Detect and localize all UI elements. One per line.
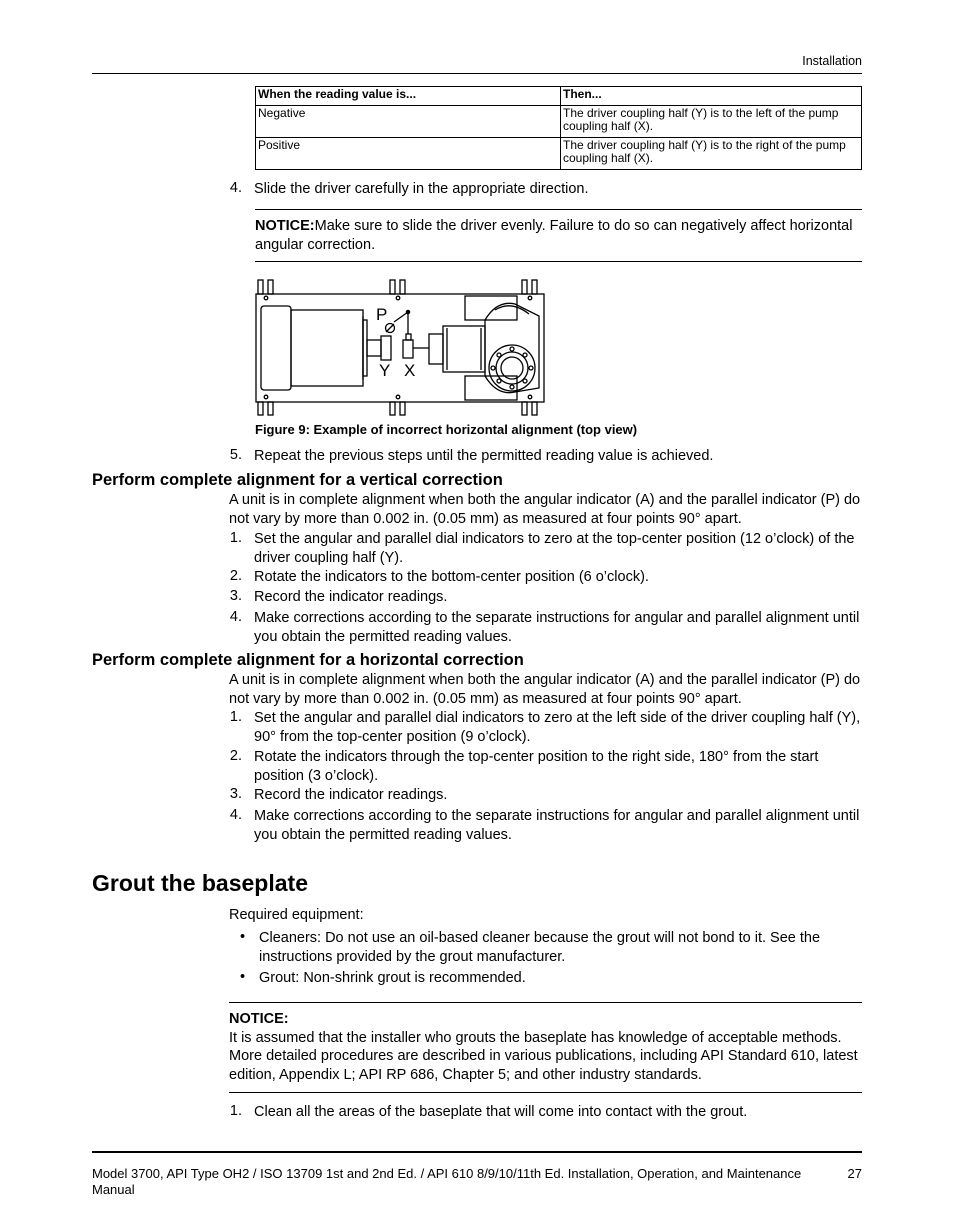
step-text: Clean all the areas of the baseplate that will come into contact with the grout.: [254, 1104, 748, 1120]
footer-rule: [92, 1151, 862, 1153]
notice-rule-bottom: [255, 261, 862, 262]
alignment-figure: [253, 276, 548, 418]
figure-label-y: Y: [379, 361, 391, 380]
table-cell: Positive: [256, 138, 561, 170]
figure-label-x: X: [404, 361, 416, 380]
running-header: Installation: [802, 54, 862, 68]
section-heading: Perform complete alignment for a vertical correction: [92, 471, 503, 489]
bullet-marker: •: [240, 969, 246, 985]
page-section-title: Grout the baseplate: [92, 870, 308, 896]
step-number: 3.: [229, 588, 242, 604]
table-row: [256, 138, 862, 170]
notice-label: NOTICE:: [255, 218, 315, 234]
notice-rule-bottom: [229, 1092, 862, 1093]
required-equipment-label: Required equipment:: [229, 907, 364, 923]
figure-label-p: P: [376, 305, 388, 324]
table-header-row: [256, 87, 862, 106]
header-rule: [92, 73, 862, 74]
reading-value-table: [255, 86, 862, 170]
step-number: 4.: [229, 807, 242, 823]
notice-rule-top: [229, 1002, 862, 1003]
step-number: 4.: [229, 609, 242, 625]
notice-label: NOTICE:: [229, 1011, 289, 1027]
table-row: [256, 106, 862, 138]
section-heading: Perform complete alignment for a horizontal correction: [92, 651, 524, 669]
table-cell: The driver coupling half (Y) is to the right of the pump coupling half (X).: [561, 138, 862, 170]
notice-rule-top: [255, 209, 862, 210]
page-number: 27: [847, 1166, 862, 1181]
bullet-text: Cleaners: Do not use an oil-based cleaner because the grout will not bond to it. See the instructions provided by the grout manufacturer.: [259, 930, 821, 965]
step-number: 2.: [229, 748, 242, 764]
section-intro: A unit is in complete alignment when both the angular indicator (A) and the parallel indicator (P) do not vary by more than 0.002 in. (0.05 mm) as measured at four points 90° apart.: [229, 492, 861, 527]
step-text: Record the indicator readings.: [254, 589, 448, 605]
step-text: Set the angular and parallel dial indicators to zero at the top-center position (12 o’clock) of the driver coupling half (Y).: [254, 531, 855, 566]
step-text: Make corrections according to the separate instructions for angular and parallel alignment until you obtain the permitted reading values.: [254, 610, 860, 645]
footer-text: Model 3700, API Type OH2 / ISO 13709 1st and 2nd Ed. / API 610 8/9/10/11th Ed. Installation, Operation, and Maintenance Manual: [92, 1166, 802, 1197]
step-number: 1.: [229, 709, 242, 725]
step-number: 2.: [229, 568, 242, 584]
step-text: Slide the driver carefully in the appropriate direction.: [254, 181, 589, 197]
bullet-text: Grout: Non-shrink grout is recommended.: [259, 970, 526, 986]
step-text: Record the indicator readings.: [254, 787, 448, 803]
step-number: 1.: [229, 530, 242, 546]
notice-box: [255, 217, 855, 254]
step-text: Make corrections according to the separate instructions for angular and parallel alignment until you obtain the permitted reading values.: [254, 808, 860, 843]
step-number: 5.: [229, 447, 242, 463]
step-number: 3.: [229, 786, 242, 802]
step-text: Repeat the previous steps until the permitted reading value is achieved.: [254, 448, 714, 464]
table-cell: The driver coupling half (Y) is to the left of the pump coupling half (X).: [561, 106, 862, 138]
table-header: Then...: [561, 87, 862, 106]
notice-box: [229, 1010, 862, 1084]
bullet-marker: •: [240, 929, 246, 945]
figure-caption: Figure 9: Example of incorrect horizontal alignment (top view): [255, 422, 638, 437]
section-intro: A unit is in complete alignment when both the angular indicator (A) and the parallel indicator (P) do not vary by more than 0.002 in. (0.05 mm) as measured at four points 90° apart.: [229, 672, 861, 707]
table-cell: Negative: [256, 106, 561, 138]
step-number: 1.: [229, 1103, 242, 1119]
step-text: Set the angular and parallel dial indicators to zero at the left side of the driver coupling half (Y), 90° from the top-center position (9 o’clock).: [254, 710, 861, 745]
step-number: 4.: [229, 180, 242, 196]
step-text: Rotate the indicators to the bottom-center position (6 o’clock).: [254, 569, 649, 585]
notice-text: Make sure to slide the driver evenly. Failure to do so can negatively affect horizontal angular correction.: [255, 218, 853, 253]
step-text: Rotate the indicators through the top-center position to the right side, 180° from the start position (3 o’clock).: [254, 749, 819, 784]
notice-text: It is assumed that the installer who grouts the baseplate has knowledge of acceptable methods. More detailed procedures are described in various publications, including API Standard 610, latest edition, Appendix L; API RP 686, Chapter 5; and other industry standards.: [229, 1029, 858, 1083]
table-header: When the reading value is...: [256, 87, 561, 106]
